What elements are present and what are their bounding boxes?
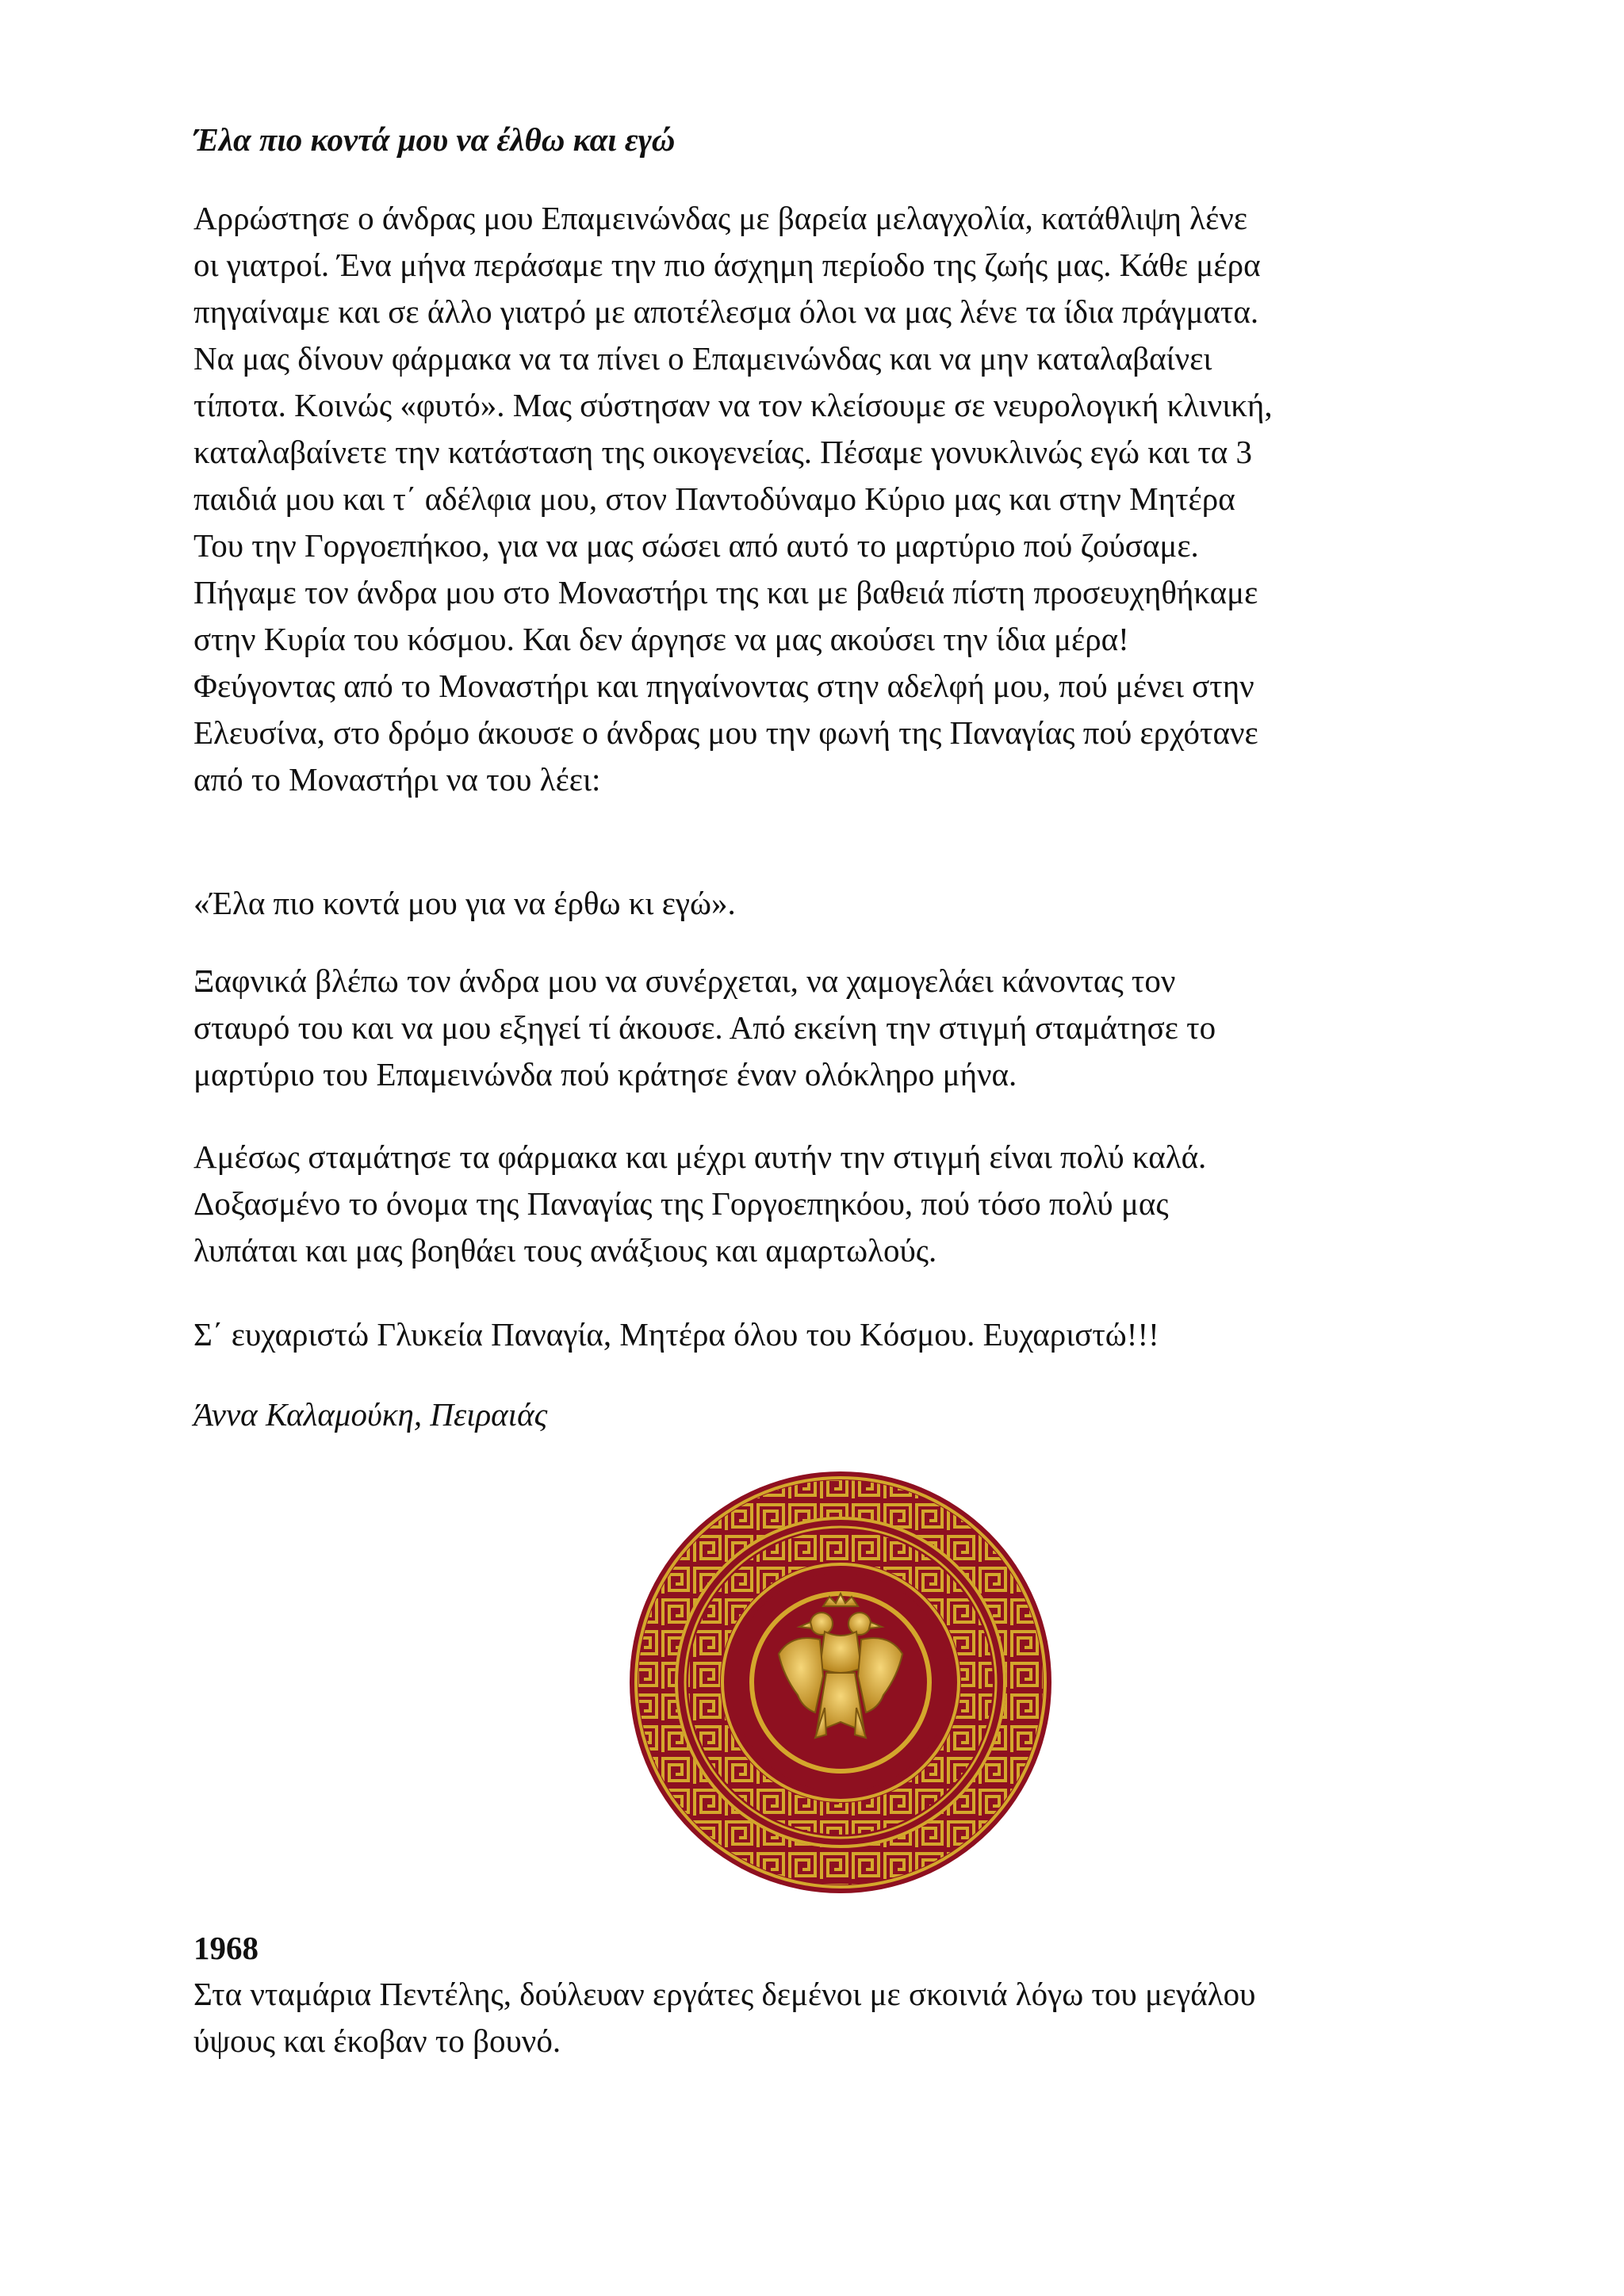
text-line: παιδιά μου και τ΄ αδέλφια μου, στον Παντοδύναμο Κύριο μας και στην Μητέρα — [193, 480, 1235, 517]
text-line: Δοξασμένο το όνομα της Παναγίας της Γοργοεπηκόου, πού τόσο πολύ μας — [193, 1185, 1169, 1222]
text-line: σταυρό του και να μου εξηγεί τί άκουσε. Από εκείνη την στιγμή σταμάτησε το — [193, 1009, 1216, 1046]
text-line: από το Μοναστήρι να του λέει: — [193, 761, 601, 798]
text-line: Φεύγοντας από το Μοναστήρι και πηγαίνοντας στην αδελφή μου, πού μένει στην — [193, 668, 1254, 704]
text-line: Πήγαμε τον άνδρα μου στο Μοναστήρι της και με βαθειά πίστη προσευχηθήκαμε — [193, 574, 1258, 610]
text-line: Να μας δίνουν φάρμακα να τα πίνει ο Επαμεινώνδας και να μην καταλαβαίνει — [193, 340, 1212, 377]
text-line: καταλαβαίνετε την κατάσταση της οικογενείας. Πέσαμε γονυκλινώς εγώ και τα 3 — [193, 434, 1253, 470]
text-line: Αρρώστησε ο άνδρας μου Επαμεινώνδας με βαρεία μελαγχολία, κατάθλιψη λένε — [193, 200, 1248, 236]
story-paragraph-5 — [193, 1311, 1159, 1358]
author-signature: Άννα Καλαμούκη, Πειραιάς — [193, 1396, 548, 1433]
text-line: πηγαίναμε και σε άλλο γιατρό με αποτέλεσμα όλοι να μας λένε τα ίδια πράγματα. — [193, 293, 1259, 330]
text-line: Στα νταμάρια Πεντέλης, δούλευαν εργάτες δεμένοι με σκοινιά λόγω του μεγάλου — [193, 1976, 1256, 2012]
text-line: «Έλα πιο κοντά μου για να έρθω κι εγώ». — [193, 885, 736, 921]
text-line: Ελευσίνα, στο δρόμο άκουσε ο άνδρας μου την φωνή της Παναγίας πού ερχότανε — [193, 714, 1258, 751]
double-headed-eagle-seal-icon — [628, 1470, 1053, 1895]
text-line: μαρτύριο του Επαμεινώνδα πού κράτησε έναν ολόκληρο μήνα. — [193, 1056, 1017, 1093]
story-title: Έλα πιο κοντά μου να έλθω και εγώ — [193, 121, 676, 158]
story-paragraph-3 — [193, 958, 1216, 1098]
text-line: Του την Γοργοεπήκοο, για να μας σώσει από αυτό το μαρτύριο πού ζούσαμε. — [193, 527, 1199, 564]
text-line: στην Κυρία του κόσμου. Και δεν άργησε να μας ακούσει την ίδια μέρα! — [193, 621, 1129, 657]
section-year-heading: 1968 — [193, 1930, 259, 1966]
text-line: ύψους και έκοβαν το βουνό. — [193, 2022, 561, 2059]
story-paragraph-1 — [193, 195, 1273, 803]
text-line: Ξαφνικά βλέπω τον άνδρα μου να συνέρχεται, να χαμογελάει κάνοντας τον — [193, 962, 1176, 999]
text-line: οι γιατροί. Ένα μήνα περάσαμε την πιο άσχημη περίοδο της ζωής μας. Κάθε μέρα — [193, 247, 1261, 283]
text-line: Σ΄ ευχαριστώ Γλυκεία Παναγία, Μητέρα όλου του Κόσμου. Ευχαριστώ!!! — [193, 1316, 1159, 1353]
story-paragraph-4 — [193, 1134, 1206, 1274]
story-paragraph-quote — [193, 880, 736, 927]
text-line: Αμέσως σταμάτησε τα φάρμακα και μέχρι αυτήν την στιγμή είναι πολύ καλά. — [193, 1138, 1207, 1175]
text-line: τίποτα. Κοινώς «φυτό». Μας σύστησαν να τον κλείσουμε σε νευρολογική κλινική, — [193, 387, 1273, 423]
next-section-paragraph — [193, 1971, 1255, 2064]
text-line: λυπάται και μας βοηθάει τους ανάξιους και αμαρτωλούς. — [193, 1232, 937, 1269]
